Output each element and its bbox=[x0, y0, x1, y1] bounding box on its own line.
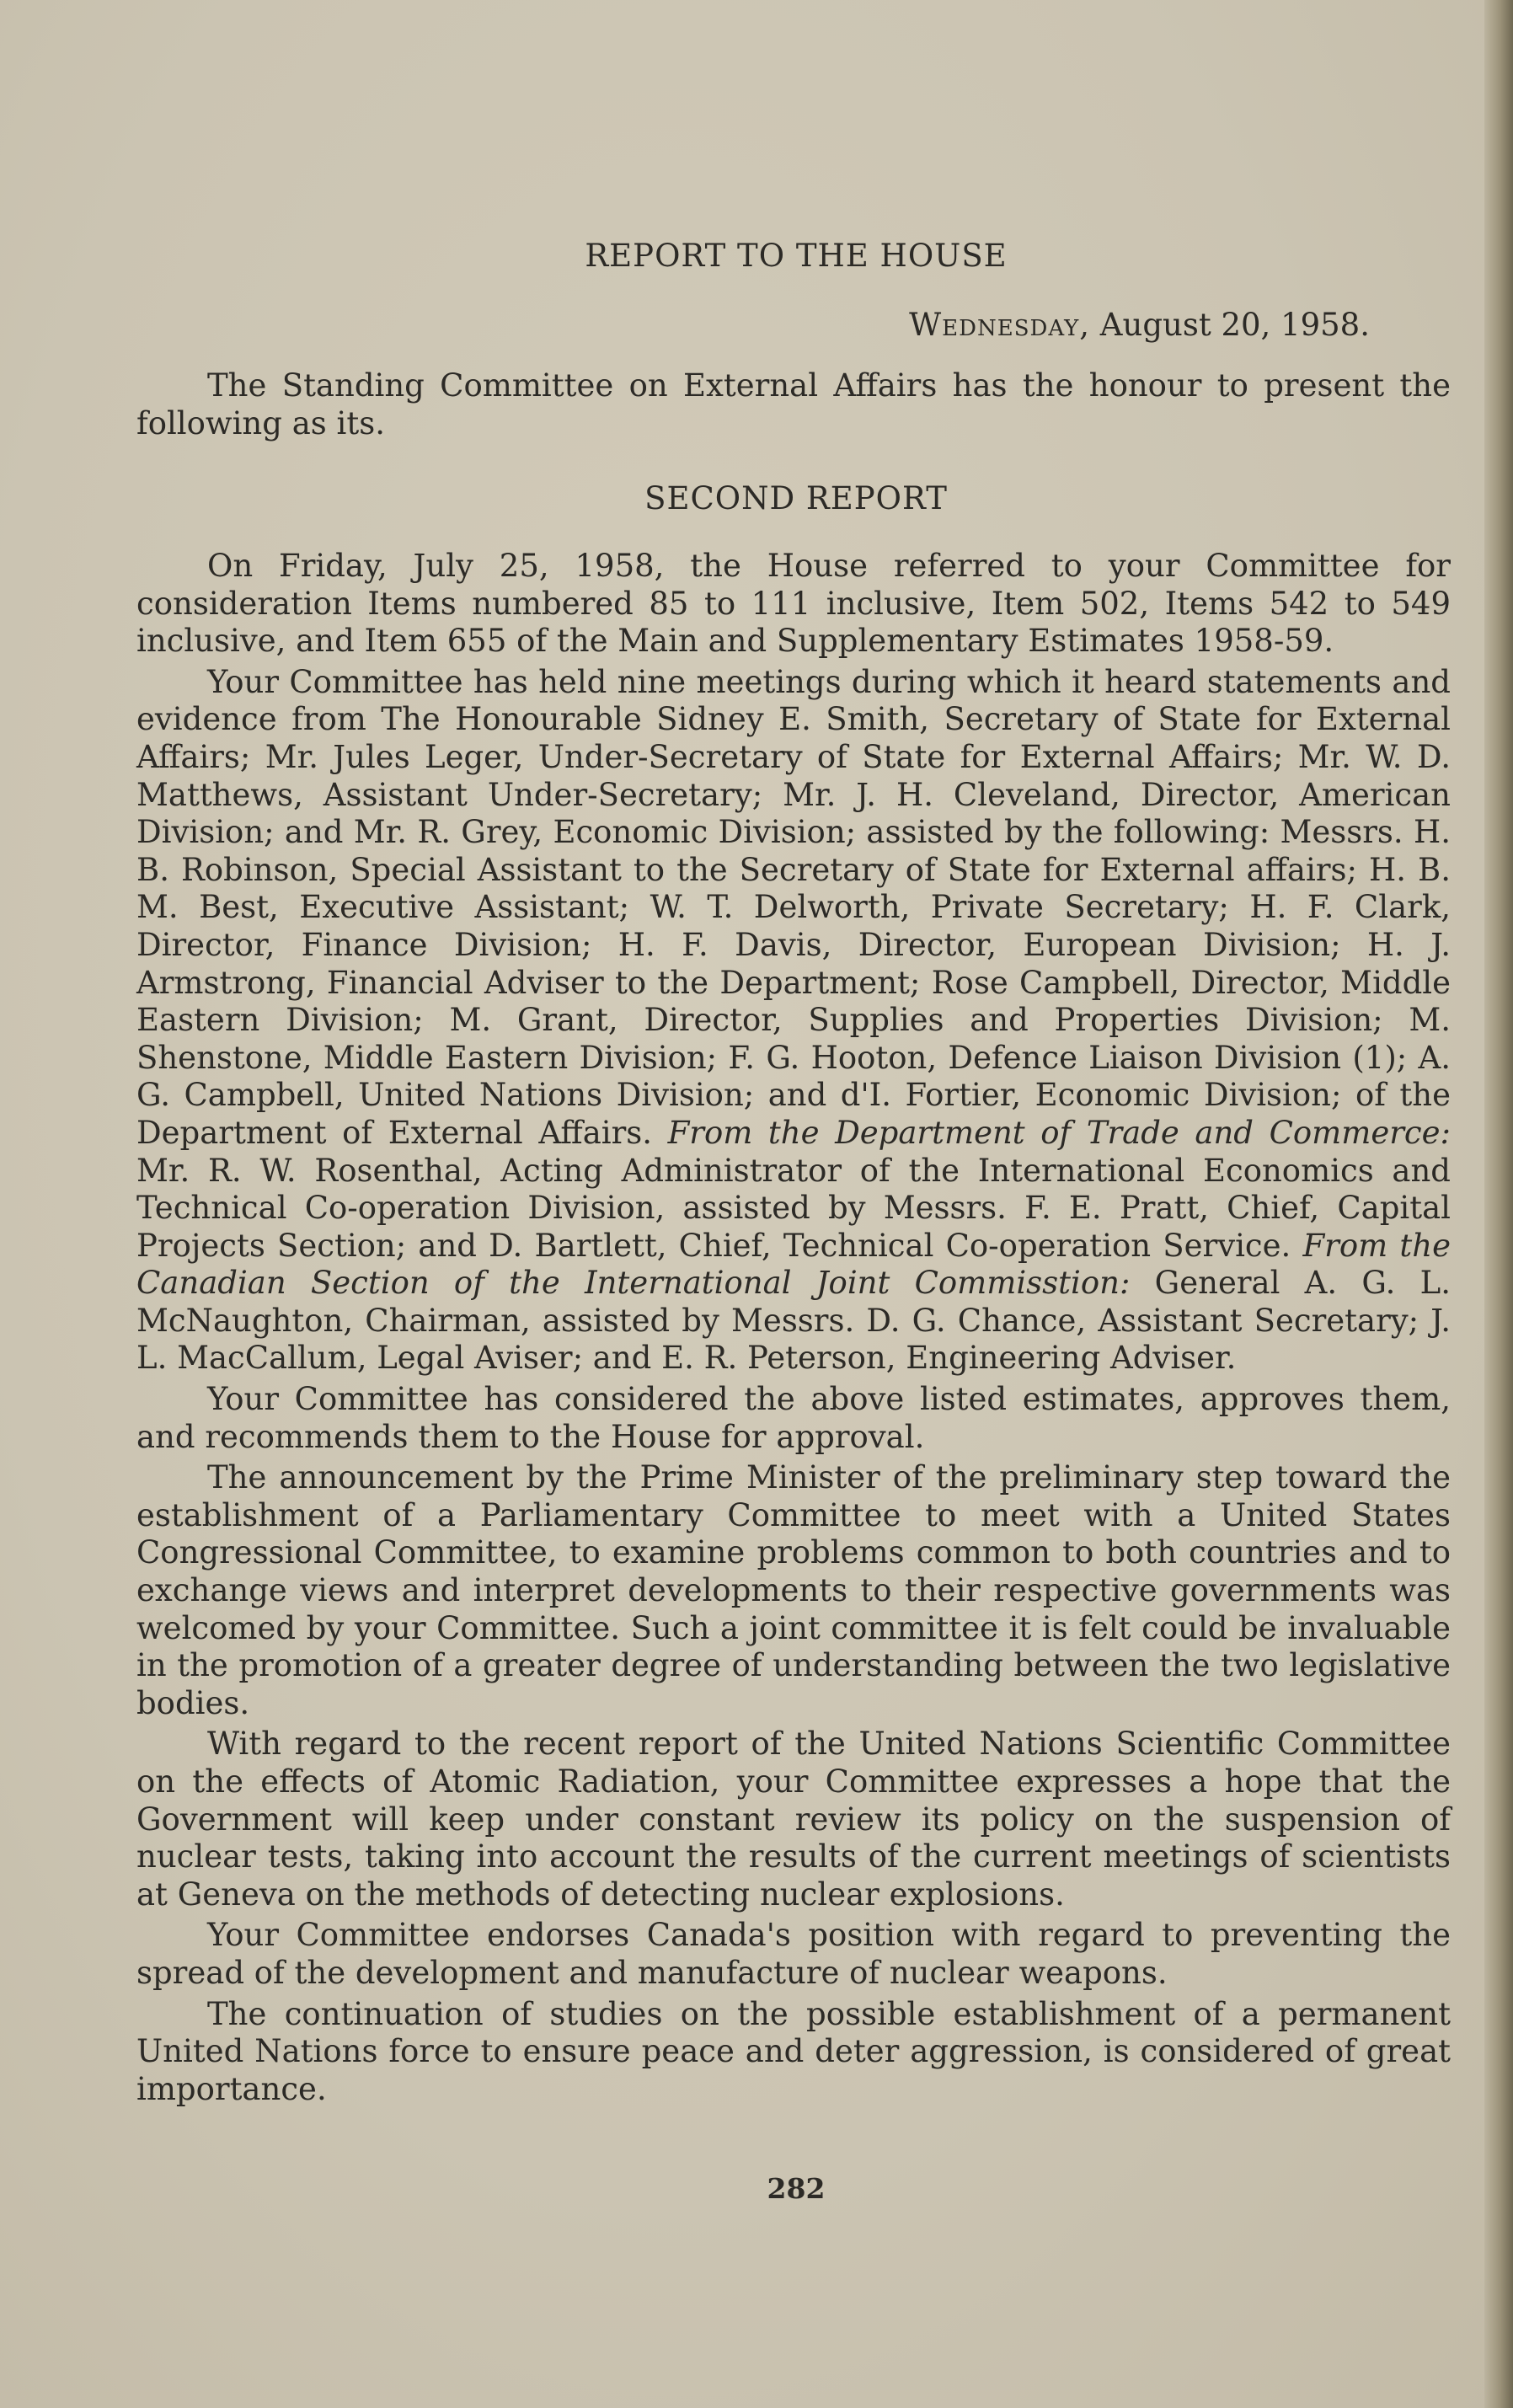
paragraph-atomic-radiation: With regard to the recent report of the United Nations Scientific Committee on the effects of Atomic Radiation, your Committee expresses a hope that the Government will keep under constant review its policy on the suspension of nuclear tests, taking into account the results of the current meetings of scientists at Geneva on the methods of detecting nuclear explosions. bbox=[136, 1726, 1451, 1913]
paragraph-meetings bbox=[136, 664, 1451, 1378]
paragraph-referral: On Friday, July 25, 1958, the House referred to your Committee for consideration Items numbered 85 to 111 inclusive, Item 502, Items 542 to 549 inclusive, and Item 655 of the Main and Supplementary Estimates 1958-59. bbox=[136, 548, 1451, 660]
paragraph-joint-committee: The announcement by the Prime Minister of the preliminary step toward the establishment of a Parliamentary Committee to meet with a United States Congressional Committee, to examine problems common to both countries and to exchange views and interpret developments to their respective governments was welcomed by your Committee. Such a joint committee it is felt could be invaluable in the promotion of a greater degree of understanding between the two legislative bodies. bbox=[136, 1459, 1451, 1721]
report-title: REPORT TO THE HOUSE bbox=[585, 238, 1008, 274]
intro-paragraph: The Standing Committee on External Affairs has the honour to present the following as its. bbox=[136, 367, 1451, 441]
meetings-text-a: Your Committee has held nine meetings during which it heard statements and evidence from The Honourable Sidney E. Smith, Secretary of State for External Affairs; Mr. Jules Leger, Under-Secretary of State for External Affairs; Mr. W. D. Matthews, Assistant Under-Secretary; Mr. J. H. Cleveland, Director, American Division; and Mr. R. Grey, Economic Division; assisted by the following: Messrs. H. B. Robinson, Special Assistant to the Secretary of State for External affairs; H. B. M. Best, Executive Assistant; W. T. Delworth, Private Secretary; H. F. Clark, Director, Finance Division; H. F. Davis, Director, European Division; H. J. Armstrong, Financial Adviser to the Department; Rose Campbell, Director, Middle Eastern Division; M. Grant, Director, Supplies and Properties Division; M. Shenstone, Middle Eastern Division; F. G. Hooton, Defence Liaison Division (1); A. G. Campbell, United Nations Division; and d'I. Fortier, Economic Division; of the Department of External Affairs. bbox=[136, 663, 1451, 1151]
meetings-text-c: General A. G. L. McNaughton, Chairman, assisted by Messrs. D. G. Chance, Assistant Secretary; J. L. MacCallum, Legal Aviser; and E. R. Peterson, Engineering Adviser. bbox=[136, 1265, 1451, 1377]
intro-block bbox=[136, 367, 1451, 442]
page-number: 282 bbox=[767, 2172, 826, 2205]
report-subtitle: SECOND REPORT bbox=[644, 480, 948, 516]
report-body bbox=[136, 548, 1451, 2108]
date-rest: August 20, 1958. bbox=[1090, 307, 1370, 343]
meetings-text-b: Mr. R. W. Rosenthal, Acting Administrator of the International Economics and Technical Co-operation Division, assisted by Messrs. F. E. Pratt, Chief, Capital Projects Section; and D. Bartlett, Chief, Technical Co-operation Service. bbox=[136, 1152, 1451, 1264]
meetings-italic-trade: From the Department of Trade and Commerce: bbox=[667, 1114, 1452, 1151]
date-weekday: Wednesday, bbox=[909, 307, 1091, 343]
meetings-italic-ijc: From the Canadian Section of the International Joint Commisstion: bbox=[136, 1227, 1451, 1302]
paragraph-approval: Your Committee has considered the above listed estimates, approves them, and recommends them to the House for approval. bbox=[136, 1381, 1451, 1455]
page-edge bbox=[1484, 0, 1513, 2408]
paragraph-nuclear-weapons: Your Committee endorses Canada's position with regard to preventing the spread of the development and manufacture of nuclear weapons. bbox=[136, 1917, 1451, 1991]
report-date bbox=[909, 307, 1370, 343]
paragraph-un-force: The continuation of studies on the possible establishment of a permanent United Nations force to ensure peace and deter aggression, is considered of great importance. bbox=[136, 1995, 1451, 2107]
